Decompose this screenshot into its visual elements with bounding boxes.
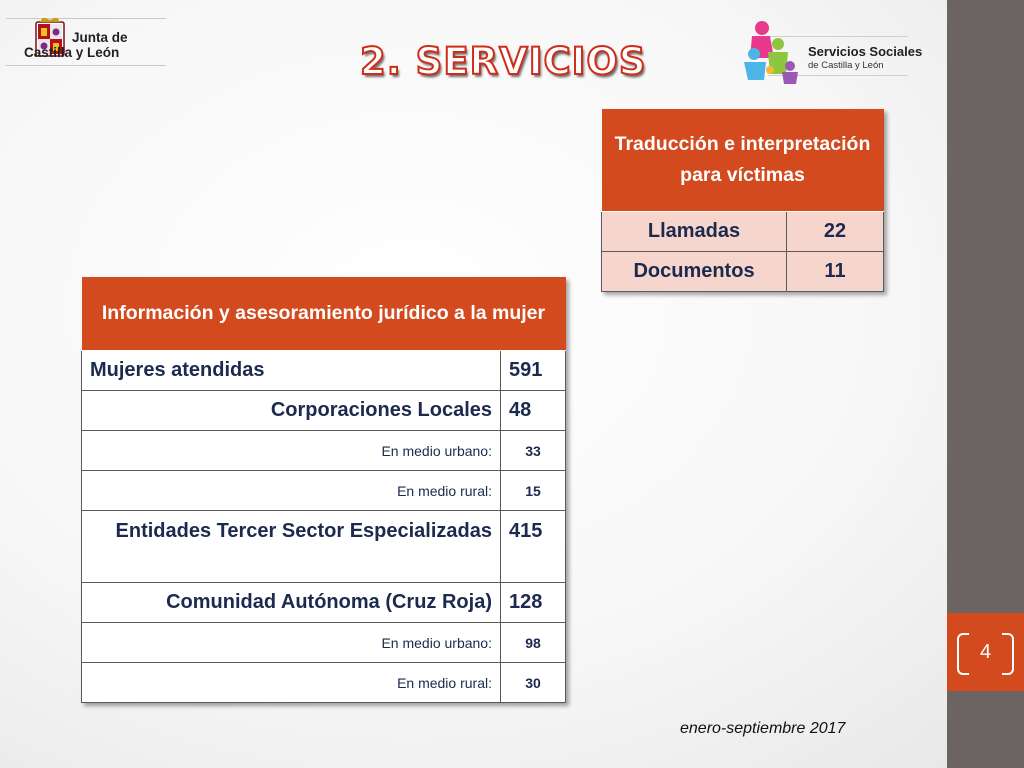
third-sector-value: 415 [501, 511, 566, 583]
translation-calls-label: Llamadas [602, 212, 787, 252]
region-rural-value: 30 [501, 663, 566, 703]
autonomous-community-label: Comunidad Autónoma (Cruz Roja) [82, 583, 501, 623]
servicios-sociales-title: Servicios Sociales [808, 44, 923, 59]
legal-advice-table [81, 277, 566, 703]
table-row [82, 471, 566, 511]
table-row [82, 511, 566, 583]
page-title: 2. SERVICIOS [360, 40, 647, 83]
table-row [602, 252, 884, 292]
page-number-tab [947, 613, 1024, 691]
table-row [82, 583, 566, 623]
table-row [82, 431, 566, 471]
local-corporations-label: Corporaciones Locales [82, 391, 501, 431]
date-range: enero-septiembre 2017 [680, 720, 846, 737]
translation-calls-value: 22 [787, 212, 884, 252]
autonomous-community-value: 128 [501, 583, 566, 623]
junta-logo-text [24, 30, 128, 60]
table-row [82, 663, 566, 703]
corp-rural-value: 15 [501, 471, 566, 511]
table-row [82, 391, 566, 431]
junta-logo-line2: Castilla y León [24, 45, 120, 60]
region-urban-value: 98 [501, 623, 566, 663]
servicios-sociales-subtitle: de Castilla y León [808, 60, 884, 71]
page-number: 4 [979, 641, 992, 663]
junta-logo-line1: Junta de [72, 30, 128, 45]
translation-documents-value: 11 [787, 252, 884, 292]
translation-documents-label: Documentos [602, 252, 787, 292]
women-attended-value: 591 [501, 351, 566, 391]
third-sector-label: Entidades Tercer Sector Especializadas [82, 511, 501, 583]
region-rural-label: En medio rural: [82, 663, 501, 703]
table-row [82, 351, 566, 391]
local-corporations-value: 48 [501, 391, 566, 431]
women-attended-label: Mujeres atendidas [82, 351, 501, 391]
translation-table [601, 109, 884, 292]
region-urban-label: En medio urbano: [82, 623, 501, 663]
corp-rural-label: En medio rural: [82, 471, 501, 511]
translation-table-header: Traducción e interpretación para víctimas [602, 109, 884, 212]
corp-urban-value: 33 [501, 431, 566, 471]
table-row [602, 212, 884, 252]
corp-urban-label: En medio urbano: [82, 431, 501, 471]
legal-table-header: Información y asesoramiento jurídico a la mujer [82, 277, 566, 351]
table-row [82, 623, 566, 663]
